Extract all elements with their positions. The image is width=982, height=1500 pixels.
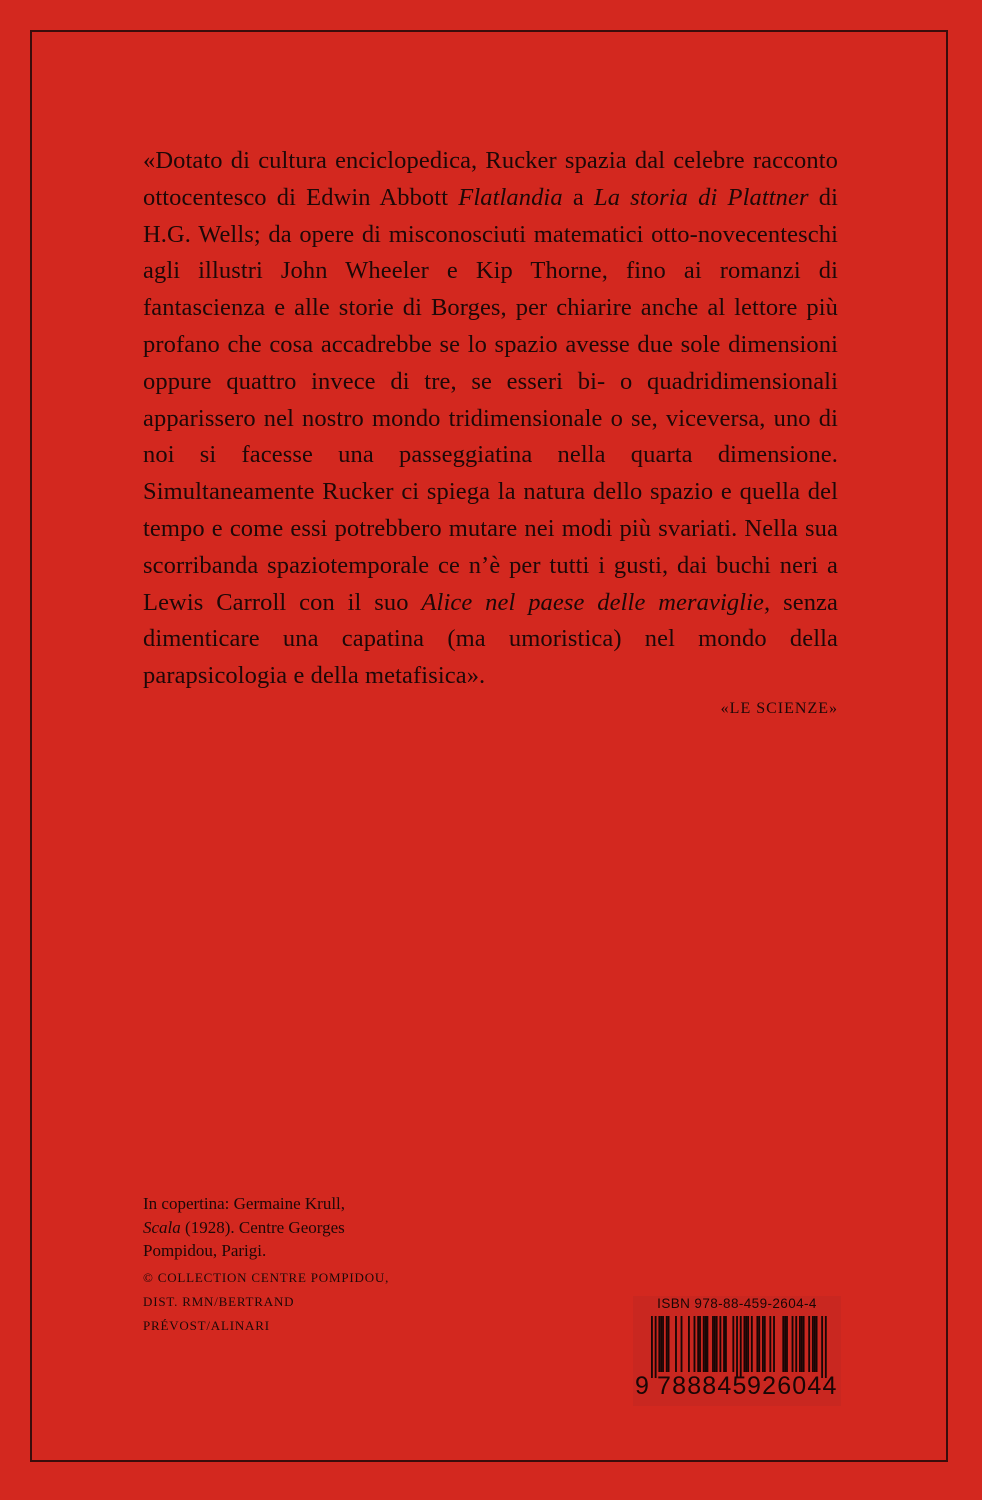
blurb-text-1: «Dotato di cultura enciclopedica, Rucker spazia dal celebre racconto ottocentesco di Edwin Abbott <box>143 147 838 211</box>
isbn-label: ISBN 978-88-459-2604-4 <box>657 1296 817 1311</box>
barcode-bar <box>681 1316 683 1372</box>
blurb-title-alice: Alice nel paese delle meraviglie, <box>421 588 771 616</box>
barcode-bar <box>751 1316 753 1372</box>
credits-caption <box>143 1192 418 1263</box>
barcode-bar <box>795 1316 797 1372</box>
barcode-bar <box>803 1316 805 1372</box>
barcode-bar <box>784 1316 786 1372</box>
barcode-bar <box>764 1316 766 1372</box>
barcode-bar <box>825 1316 827 1378</box>
barcode-bar <box>651 1316 653 1378</box>
blurb-source: «LE SCIENZE» <box>720 700 838 717</box>
barcode-bar <box>814 1316 816 1372</box>
barcode-bar <box>699 1316 701 1372</box>
barcode-bar <box>705 1316 707 1372</box>
barcode-bar <box>736 1316 738 1378</box>
barcode-bar <box>792 1316 794 1372</box>
barcode-bar <box>762 1316 764 1372</box>
barcode-bar <box>786 1316 788 1372</box>
credits-copyright: © COLLECTION CENTRE POMPIDOU, DIST. RMN/BERTRAND PRÉVOST/ALINARI <box>143 1269 390 1333</box>
barcode-bar <box>812 1316 814 1372</box>
barcode-bar <box>688 1316 690 1372</box>
barcode-bar <box>716 1316 718 1372</box>
barcode-bar <box>745 1316 747 1372</box>
barcode-bar <box>697 1316 699 1372</box>
barcode-bar <box>756 1316 758 1372</box>
barcode-bar <box>747 1316 749 1372</box>
isbn-barcode-block <box>633 1296 841 1406</box>
blurb-text-4: senza dimenticare una capatina (ma umoristica) nel mondo della parapsicologia e della metafisica». <box>143 588 838 690</box>
barcode-bar <box>758 1316 760 1372</box>
barcode-bar <box>707 1316 709 1372</box>
blurb-quote <box>143 143 838 695</box>
barcode-bar <box>675 1316 677 1372</box>
barcode-bar <box>801 1316 803 1372</box>
blurb-title-flatlandia: Flatlandia <box>458 183 563 211</box>
credits-artwork-title: Scala <box>143 1217 181 1237</box>
blurb-text-3: di H.G. Wells; da opere di misconosciuti matematici otto-novecenteschi agli illustri John Wheeler e Kip Thorne, fino ai romanzi di fantascienza e alle storie di Borges, per chiarire anche al lettore più profano che cosa accadrebbe se lo spazio avesse due sole dimensioni oppure quattro invece di tre, se esseri bi- o quadridimensionali apparissero nel nostro mondo tridimensionale o se, viceversa, uno di noi si facesse una passeggiatina nella quarta dimensione. Simultaneamente Rucker ci spiega la natura dello spazio e quella del tempo e come essi potrebbero mutare nei modi più svariati. Nella sua scorribanda spaziotemporale ce n’è per tutti i gusti, dai buchi neri a Lewis Carroll con il suo <box>143 183 839 616</box>
barcode-bar <box>719 1316 721 1372</box>
barcode-bar <box>714 1316 716 1372</box>
barcode-bar <box>773 1316 775 1372</box>
barcode-bar <box>732 1316 734 1372</box>
barcode-icon <box>633 1316 841 1378</box>
barcode-bar <box>660 1316 662 1372</box>
barcode-bar <box>821 1316 823 1378</box>
barcode-bar <box>725 1316 727 1372</box>
barcode-bar <box>808 1316 810 1372</box>
barcode-bar <box>668 1316 670 1372</box>
barcode-bar <box>655 1316 657 1378</box>
credits-line-2: (1928). Centre Georges Pompidou, Parigi. <box>143 1217 345 1260</box>
barcode-bar <box>703 1316 705 1372</box>
cover-credits <box>143 1192 418 1338</box>
barcode-bar <box>662 1316 664 1372</box>
credits-line-1: In copertina: Germaine Krull, <box>143 1194 346 1213</box>
barcode-digits-right: 926044 <box>747 1372 838 1400</box>
barcode-bar <box>799 1316 801 1372</box>
barcode-bar <box>723 1316 725 1372</box>
barcode-digits-left: 788845 <box>657 1372 748 1400</box>
barcode-bar <box>740 1316 742 1378</box>
blurb-title-plattner: La storia di Plattner <box>593 183 809 211</box>
barcode-bar <box>816 1316 818 1372</box>
barcode-bar <box>666 1316 668 1372</box>
barcode-bar <box>744 1316 746 1372</box>
barcode-digits <box>633 1372 841 1404</box>
barcode-digit-first: 9 <box>635 1372 649 1400</box>
barcode-bar <box>782 1316 784 1372</box>
blurb-text-2: a <box>562 183 594 211</box>
barcode-bar <box>658 1316 660 1372</box>
barcode-bar <box>769 1316 771 1372</box>
barcode-bar <box>712 1316 714 1372</box>
barcode-bar <box>694 1316 696 1372</box>
